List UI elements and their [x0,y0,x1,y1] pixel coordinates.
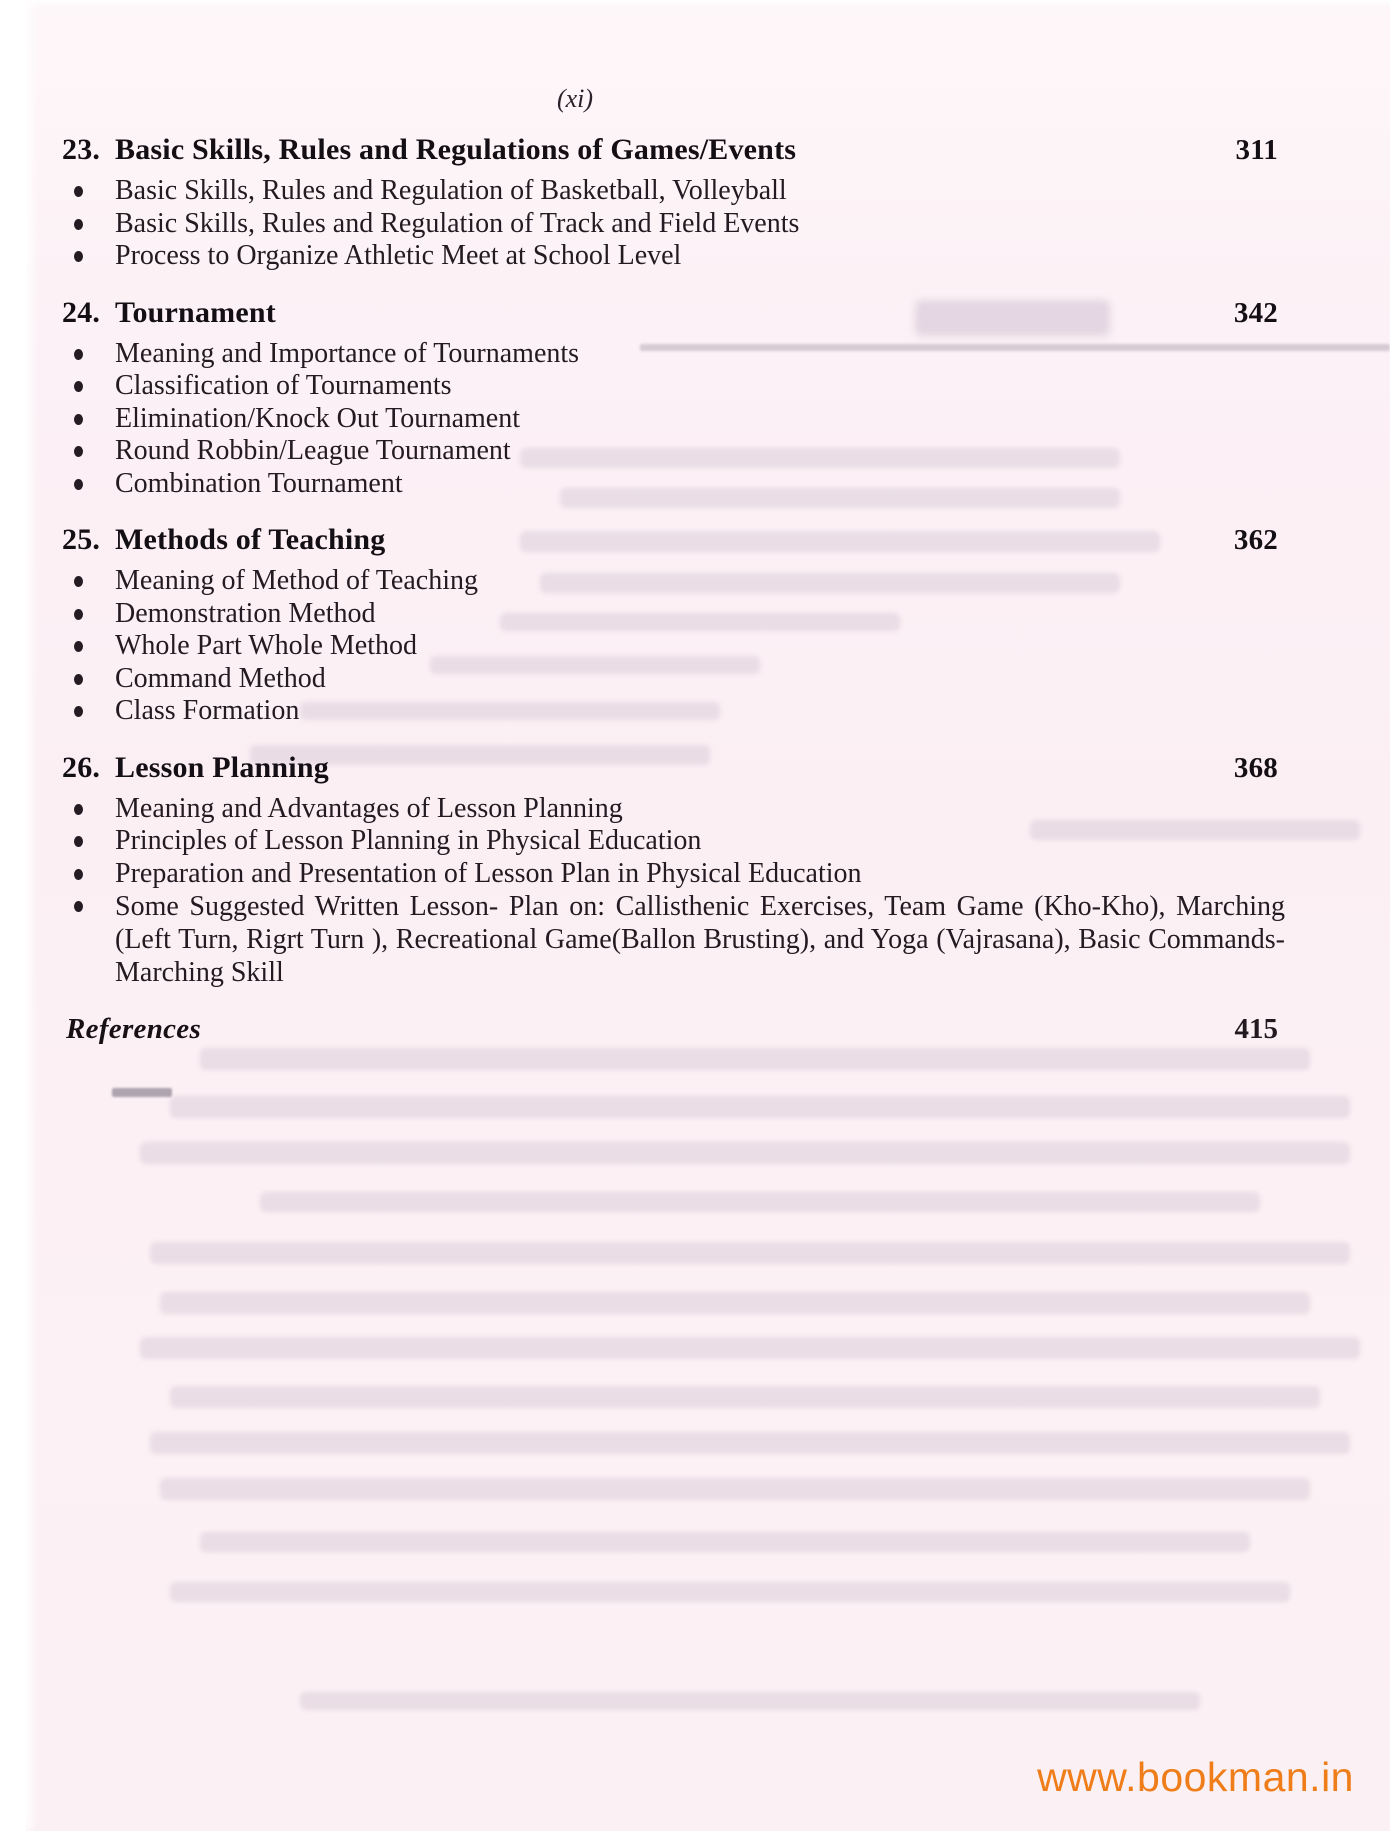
toc-item [0,403,1390,436]
section-items [0,175,1390,273]
toc-item [0,208,1390,241]
toc-item-label: Command Method [115,662,326,694]
bleed-through-ghost [170,1096,1350,1118]
toc-item-label: Some Suggested Written Lesson- Plan on: Callisthenic Exercises, Team Game (Kho-Kho), Marching (Left Turn, Rigrt Turn ), Recreational Game(Ballon Brusting), and Yoga (Vajrasana), Basic Commands-Marching Skill [115,891,1285,988]
bullet-icon [74,706,83,717]
bleed-through-ghost [112,1088,172,1097]
toc-item [0,565,1390,598]
toc-item-label: Meaning of Method of Teaching [115,565,478,596]
toc-item [0,598,1390,631]
references-page-number: 415 [1234,1013,1278,1045]
toc-item-label: Round Robbin/League Tournament [115,435,511,466]
bullet-icon [74,576,83,587]
bullet-icon [74,349,83,360]
toc-item [0,175,1390,208]
references-label: References [66,1013,202,1045]
section-page-number: 368 [1233,751,1278,784]
section-number: 26. [62,750,101,784]
bullet-icon [74,609,83,620]
bullet-icon [74,479,83,490]
section-number: 23. [62,133,101,166]
bleed-through-ghost [300,1692,1200,1710]
bleed-through-ghost [150,1432,1350,1454]
bullet-icon [74,186,83,197]
toc-item-label: Class Formation [115,695,300,726]
bullet-icon [74,836,83,847]
toc-item [0,338,1390,371]
toc-item-label: Combination Tournament [115,467,403,499]
bleed-through-ghost [140,1337,1360,1359]
section-heading [0,130,1390,170]
bullet-icon [74,901,83,912]
toc-item-label: Whole Part Whole Method [115,630,417,661]
bullet-icon [74,251,83,262]
toc-item [0,695,1390,728]
bullet-icon [74,219,83,230]
toc-item [0,825,1390,858]
toc-item-label: Classification of Tournaments [115,370,452,401]
watermark-bookman-url: www.bookman.in [1037,1754,1354,1800]
section-items [0,793,1390,990]
section-title: Lesson Planning [115,750,329,784]
toc-item [0,240,1390,273]
toc-item-label: Basic Skills, Rules and Regulation of Track and Field Events [115,207,800,239]
toc-item [0,858,1390,891]
toc-section-25 [0,520,1390,728]
bleed-through-ghost [200,1048,1310,1070]
section-number: 24. [62,295,101,329]
bleed-through-ghost [170,1582,1290,1602]
bullet-icon [74,414,83,425]
toc-item [0,890,1285,989]
section-heading [0,293,1390,333]
bleed-through-ghost [150,1242,1350,1264]
toc-item [0,468,1390,501]
bleed-through-ghost [200,1532,1250,1552]
bullet-icon [74,446,83,457]
section-page-number: 342 [1233,296,1278,329]
table-of-contents [0,130,1390,1049]
section-items [0,338,1390,501]
toc-item-label: Basic Skills, Rules and Regulation of Basketball, Volleyball [115,175,787,206]
bleed-through-ghost [160,1478,1310,1500]
bullet-icon [74,674,83,685]
bullet-icon [74,869,83,880]
bullet-icon [74,804,83,815]
toc-item [0,793,1390,826]
references-row [0,1009,1390,1049]
section-heading [0,520,1390,560]
bleed-through-ghost [140,1142,1350,1164]
toc-item-label: Meaning and Importance of Tournaments [115,337,580,369]
section-items [0,565,1390,728]
toc-section-24 [0,293,1390,501]
toc-item-label: Meaning and Advantages of Lesson Planning [115,792,623,824]
toc-item-label: Preparation and Presentation of Lesson Plan in Physical Education [115,857,862,889]
bleed-through-ghost [260,1192,1260,1212]
toc-item-label: Process to Organize Athletic Meet at School Level [115,240,682,271]
section-title: Tournament [115,295,276,329]
bullet-icon [74,641,83,652]
toc-section-26 [0,748,1390,990]
section-number: 25. [62,523,101,556]
section-page-number: 311 [1235,134,1278,166]
bleed-through-ghost [160,1292,1310,1314]
toc-section-23 [0,130,1390,273]
bleed-through-ghost [170,1386,1320,1408]
toc-item-label: Principles of Lesson Planning in Physical Education [115,825,702,856]
toc-item [0,435,1390,468]
toc-item-label: Demonstration Method [115,597,376,629]
toc-item-label: Elimination/Knock Out Tournament [115,402,521,434]
bullet-icon [74,381,83,392]
section-page-number: 362 [1233,524,1278,556]
section-title: Methods of Teaching [115,523,386,556]
folio-page-marker: (xi) [556,84,594,113]
section-title: Basic Skills, Rules and Regulations of Games/Events [115,133,797,166]
toc-item [0,663,1390,696]
section-heading [0,748,1390,788]
toc-item [0,630,1390,663]
toc-item [0,370,1390,403]
